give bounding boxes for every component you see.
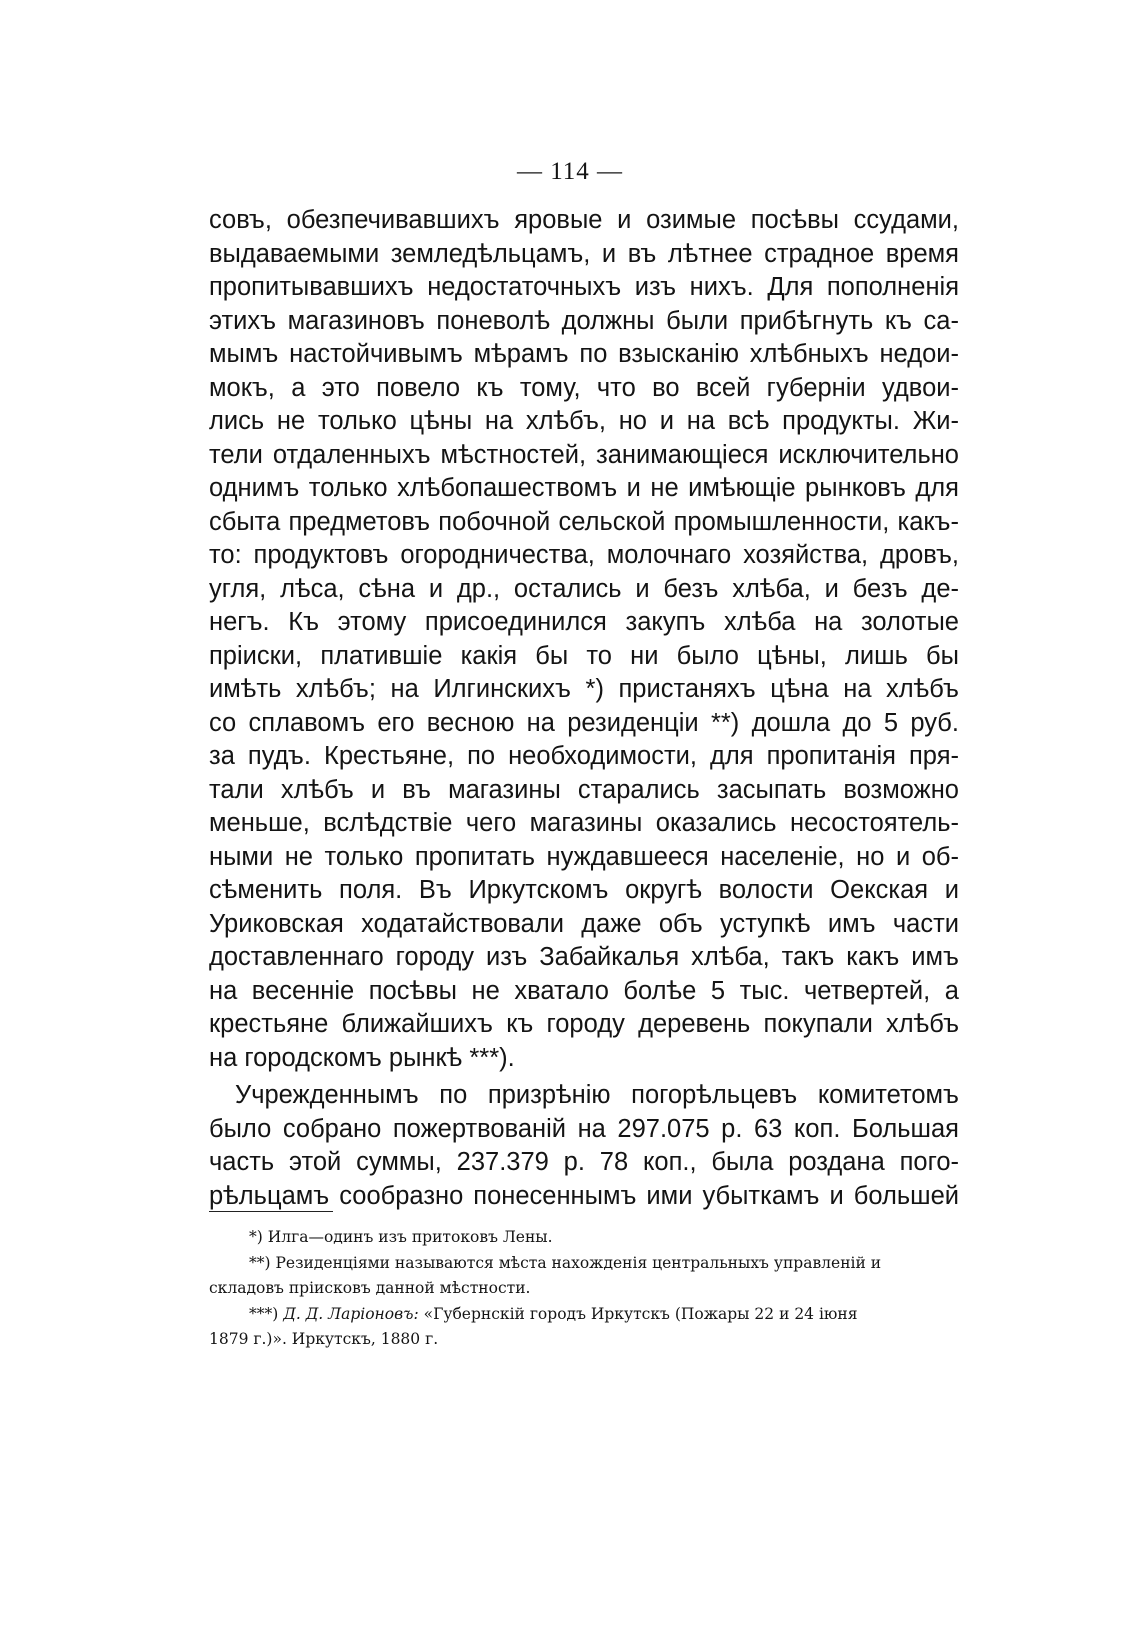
text-line: со сплавомъ его весною на резиденціи **) дошла до 5 руб. bbox=[209, 708, 959, 737]
footnote-2: **) Резиденціями называются мѣста нахожденія центральныхъ управленій и bbox=[249, 1253, 882, 1272]
footnote-3-continued: 1879 г.)». Иркутскъ, 1880 г. bbox=[209, 1330, 439, 1348]
text-line: часть этой суммы, 237.379 р. 78 коп., была роздана пого- bbox=[209, 1148, 959, 1176]
body-text bbox=[209, 204, 959, 1213]
text-line: сѣменить поля. Въ Иркутскомъ округѣ волости Оекская и bbox=[209, 876, 959, 904]
footnote-3-author: Д. Д. Ларіоновъ: bbox=[283, 1304, 419, 1323]
text-line: тели отдаленныхъ мѣстностей, занимающіеся исключительно bbox=[209, 440, 959, 469]
text-line: Уриковская ходатайствовали даже объ уступкѣ имъ части bbox=[209, 909, 959, 938]
text-line: однимъ только хлѣбопашествомъ и не имѣющіе рынковъ для bbox=[209, 474, 959, 502]
text-line: тали хлѣбъ и въ магазины старались засыпать возможно bbox=[209, 775, 959, 804]
footnotes bbox=[209, 1225, 949, 1353]
text-line: то: продуктовъ огородничества, молочнаго хозяйства, дровъ, bbox=[209, 541, 959, 569]
text-line: за пудъ. Крестьяне, по необходимости, для пропитанія пря- bbox=[209, 742, 959, 770]
text-line: на весенніе посѣвы не хватало болѣе 5 тыс. четвертей, а bbox=[209, 976, 959, 1005]
footnote-divider bbox=[209, 1211, 333, 1212]
paragraph-first-line: Учрежденнымъ по призрѣнію погорѣльцевъ комитетомъ bbox=[235, 1081, 959, 1109]
text-line: на городскомъ рынкѣ ***). bbox=[209, 1043, 515, 1072]
page-number: — 114 — bbox=[516, 158, 624, 185]
footnote-2-continued: складовъ пріисковъ данной мѣстности. bbox=[209, 1279, 531, 1297]
text-line: мымъ настойчивымъ мѣрамъ по взысканію хлѣбныхъ недои- bbox=[209, 340, 959, 368]
text-line: было собрано пожертвованій на 297.075 р. 63 коп. Большая bbox=[209, 1114, 959, 1143]
text-line: выдаваемыми земледѣльцамъ, и въ лѣтнее страдное время bbox=[209, 239, 959, 268]
footnote-3 bbox=[209, 1302, 949, 1328]
text-line: негъ. Къ этому присоединился закупъ хлѣба на золотые bbox=[209, 608, 959, 636]
text-line: пріиски, платившіе какія бы то ни было цѣны, лишь бы bbox=[209, 641, 959, 670]
footnote-3-title: «Губернскій городъ Иркутскъ (Пожары 22 и 24 іюня bbox=[423, 1304, 858, 1323]
text-line: рѣльцамъ сообразно понесеннымъ ими убыткамъ и большей bbox=[209, 1181, 959, 1210]
footnote-1: *) Илга—одинъ изъ притоковъ Лены. bbox=[249, 1228, 553, 1246]
footnote-3-marker: ***) bbox=[249, 1304, 279, 1323]
text-line: сбыта предметовъ побочной сельской промышленности, какъ- bbox=[209, 507, 959, 536]
text-line: угля, лѣса, сѣна и др., остались и безъ хлѣба, и безъ де- bbox=[209, 574, 959, 603]
text-line: лись не только цѣны на хлѣбъ, но и на всѣ продукты. Жи- bbox=[209, 407, 959, 435]
text-line: имѣть хлѣбъ; на Илгинскихъ *) пристаняхъ цѣна на хлѣбъ bbox=[209, 675, 959, 703]
text-line: доставленнаго городу изъ Забайкалья хлѣба, такъ какъ имъ bbox=[209, 943, 959, 971]
text-line: совъ, обезпечивавшихъ яровые и озимые посѣвы ссудами, bbox=[209, 206, 959, 234]
text-line: крестьяне ближайшихъ къ городу деревень покупали хлѣбъ bbox=[209, 1010, 959, 1038]
text-line: пропитывавшихъ недостаточныхъ изъ нихъ. Для пополненія bbox=[209, 273, 959, 301]
text-line: мокъ, а это повело къ тому, что во всей губерніи удвои- bbox=[209, 373, 959, 402]
text-line: ными не только пропитать нуждавшееся населеніе, но и об- bbox=[209, 842, 959, 871]
text-line: этихъ магазиновъ поневолѣ должны были прибѣгнуть къ са- bbox=[209, 306, 959, 335]
text-line: меньше, вслѣдствіе чего магазины оказались несостоятель- bbox=[209, 809, 959, 837]
